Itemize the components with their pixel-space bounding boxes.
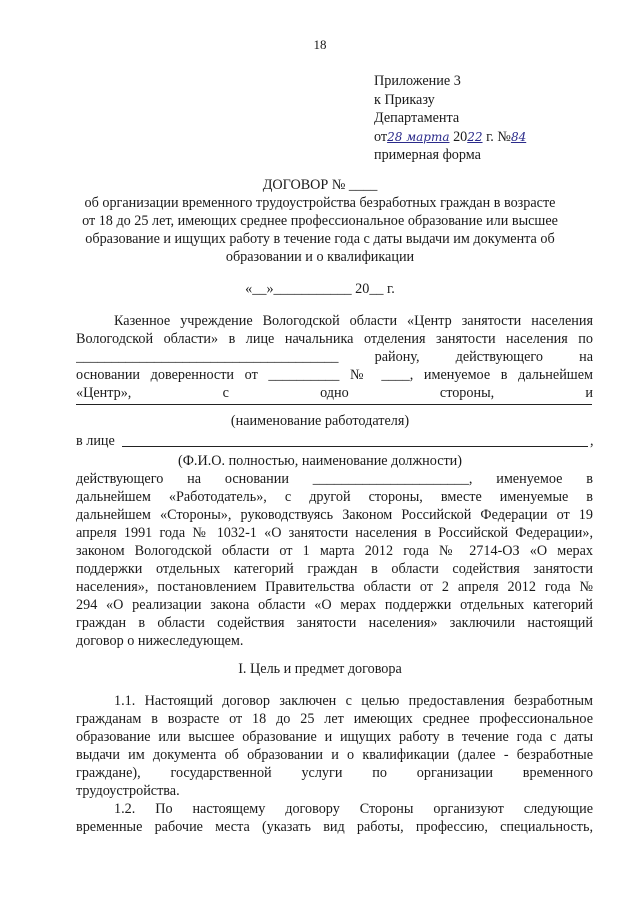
contract-title-line-4: образовании и о квалификации — [225, 249, 415, 265]
handwritten-order-number: 84 — [510, 129, 527, 144]
parties-line-4: основании доверенности от __________ № ____, именуемое в дальнейшем — [76, 367, 593, 383]
clause-1-1 — [76, 692, 593, 800]
clause-1-1-line-5: граждане), государственной услуги по организации временного — [76, 765, 593, 781]
handwritten-date-day: 28 марта — [387, 129, 450, 144]
clause-1-2-line-1: 1.2. По настоящему договору Стороны организуют следующие — [114, 801, 593, 817]
employer-caption: (наименование работодателя) — [230, 413, 410, 429]
handwritten-date-year: 22 — [467, 129, 483, 144]
parties-line-12: населения», постановлением Правительства области от 2 апреля 2012 года № — [76, 579, 593, 595]
clause-1-1-line-1: 1.1. Настоящий договор заключен с целью предоставления безработным — [114, 693, 593, 709]
section-1-heading: I. Цель и предмет договора — [238, 661, 402, 677]
contract-title-line-2: от 18 до 25 лет, имеющих среднее профессиональное образование или высшее — [82, 213, 558, 229]
contract-date-line: «__»___________ 20__ г. — [245, 281, 395, 297]
parties-line-14: граждан в области содействия занятости населения» заключили настоящий — [76, 615, 593, 631]
date-prefix: от — [374, 128, 388, 145]
clause-1-1-line-6: трудоустройства. — [76, 783, 180, 799]
appendix-block — [374, 72, 526, 165]
in-person-rule — [122, 446, 588, 447]
parties-line-1: Казенное учреждение Вологодской области «Центр занятости населения — [114, 313, 593, 329]
parties-line-3: _____________________________________ району, действующего на — [76, 349, 593, 365]
parties-line-15: договор о нижеследующем. — [76, 633, 244, 649]
clause-1-1-line-2: гражданам в возрасте от 18 до 25 лет имеющих среднее профессиональное — [76, 711, 593, 727]
date-year-prefix: 20 — [453, 128, 468, 145]
contract-heading: ДОГОВОР № ____ — [262, 177, 378, 193]
parties-line-9: апреля 1991 года № 1032-1 «О занятости населения в Российской Федерации», — [76, 525, 593, 541]
parties-line-5: «Центр», с одно стороны, и — [76, 385, 593, 401]
in-person-comma: , — [590, 433, 594, 449]
clause-1-2-line-2: временные рабочие места (указать вид работы, профессию, специальность, — [76, 819, 593, 835]
parties-continued-block — [76, 470, 593, 650]
parties-line-8: дальнейшем «Стороны», руководствуясь Законом Российской Федерации от 19 — [76, 507, 593, 523]
parties-line-10: законом Вологодской области от 1 марта 2012 года № 2714-ОЗ «О мерах — [76, 543, 593, 559]
clause-1-1-line-4: выдачи им документа об образовании и о квалификации (далее - безработные — [76, 747, 593, 763]
parties-line-11: поддержки отдельных категорий граждан в области содействия занятости — [76, 561, 593, 577]
employer-name-rule — [76, 404, 592, 405]
appendix-line-3: Департамента — [374, 110, 460, 126]
appendix-line-1: Приложение 3 — [374, 73, 461, 89]
clause-1-1-line-3: образование или высшее образование и ищущих работу в течение года с даты — [76, 729, 593, 745]
appendix-date-line — [374, 128, 526, 147]
contract-title-line-3: образование и ищущих работу в течение года с даты выдачи им документа об — [85, 231, 555, 247]
form-label: примерная форма — [374, 147, 481, 163]
parties-line-13: 294 «О реализации закона области «О мерах поддержки отдельных категорий — [76, 597, 593, 613]
contract-title-line-1: об организации временного трудоустройства безработных граждан в возрасте — [84, 195, 556, 211]
parties-line-6: действующего на основании ______________________, именуемое в — [76, 471, 593, 487]
parties-line-2: Вологодской области» в лице начальника отделения занятости населения по — [76, 331, 593, 347]
clause-1-2 — [76, 800, 593, 836]
in-person-label: в лице — [76, 433, 115, 449]
appendix-line-2: к Приказу — [374, 91, 435, 108]
fio-caption: (Ф.И.О. полностью, наименование должности) — [177, 453, 463, 469]
page-number: 18 — [313, 37, 327, 52]
date-suffix: г. № — [486, 128, 511, 145]
parties-line-7: дальнейшем «Работодатель», с другой стороны, вместе именуемые в — [76, 489, 593, 505]
parties-block — [76, 312, 593, 402]
